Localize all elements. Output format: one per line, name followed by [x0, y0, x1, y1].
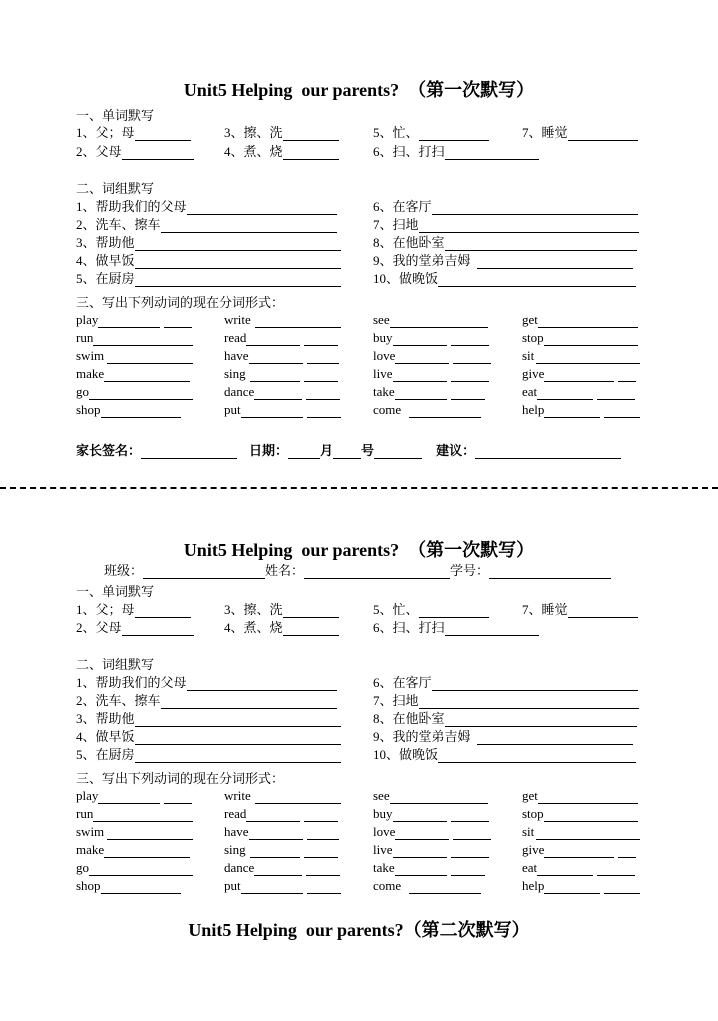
- answer-blank[interactable]: [306, 862, 340, 876]
- verb: have: [224, 824, 249, 839]
- answer-blank[interactable]: [89, 862, 193, 876]
- answer-blank[interactable]: [393, 368, 447, 382]
- answer-blank[interactable]: [135, 604, 191, 618]
- word-prompt: 7、睡觉: [522, 602, 568, 617]
- verb: give: [522, 366, 545, 381]
- answer-blank[interactable]: [536, 826, 640, 840]
- word-prompt: 1、父；母: [76, 125, 135, 140]
- answer-blank[interactable]: [254, 862, 302, 876]
- answer-blank[interactable]: [477, 255, 633, 269]
- answer-blank[interactable]: [537, 386, 593, 400]
- answer-blank[interactable]: [255, 790, 341, 804]
- answer-blank[interactable]: [618, 844, 636, 858]
- phrase-prompt: 10、做晚饭: [373, 747, 439, 762]
- phrase-prompt: 5、在厨房: [76, 271, 135, 286]
- verb: write: [224, 788, 251, 803]
- phrase-prompt: 3、帮助他: [76, 711, 135, 726]
- answer-blank[interactable]: [536, 350, 640, 364]
- answer-blank[interactable]: [395, 862, 447, 876]
- advice-blank[interactable]: [475, 445, 621, 459]
- verb: go: [76, 384, 89, 399]
- answer-blank[interactable]: [451, 386, 485, 400]
- answer-blank[interactable]: [187, 677, 337, 691]
- answer-blank[interactable]: [307, 404, 341, 418]
- s1-heading: 一、单词默写: [76, 584, 155, 599]
- verb: buy: [373, 806, 393, 821]
- verb: take: [373, 860, 395, 875]
- answer-blank[interactable]: [135, 273, 341, 287]
- verb: sing: [224, 842, 246, 857]
- verb: help: [522, 402, 545, 417]
- answer-blank[interactable]: [445, 622, 539, 636]
- phrase-prompt: 4、做早饭: [76, 253, 135, 268]
- answer-blank[interactable]: [135, 713, 341, 727]
- answer-blank[interactable]: [283, 622, 339, 636]
- verb: sit: [522, 348, 535, 363]
- answer-blank[interactable]: [390, 790, 488, 804]
- answer-blank[interactable]: [241, 404, 303, 418]
- s1-heading: 一、单词默写: [76, 108, 155, 123]
- verb: eat: [522, 860, 538, 875]
- verb: stop: [522, 806, 544, 821]
- name-label: 姓名：: [265, 563, 305, 578]
- name-blank[interactable]: [304, 565, 450, 579]
- sheet1-title: Unit5 Helping our parents? （第一次默写）: [183, 80, 535, 100]
- month-blank[interactable]: [288, 445, 320, 459]
- answer-blank[interactable]: [93, 332, 193, 346]
- answer-blank[interactable]: [255, 314, 341, 328]
- verb: get: [522, 312, 538, 327]
- verb: live: [373, 366, 393, 381]
- answer-blank[interactable]: [249, 826, 303, 840]
- phrase-prompt: 4、做早饭: [76, 729, 135, 744]
- answer-blank[interactable]: [307, 350, 339, 364]
- parent-sign-blank[interactable]: [141, 445, 237, 459]
- answer-blank[interactable]: [104, 368, 190, 382]
- verb: give: [522, 842, 545, 857]
- sheet2-title: Unit5 Helping our parents? （第一次默写）: [183, 540, 535, 560]
- answer-blank[interactable]: [451, 862, 485, 876]
- answer-blank[interactable]: [304, 368, 338, 382]
- verb: read: [224, 330, 247, 345]
- answer-blank[interactable]: [419, 604, 489, 618]
- phrase-prompt: 5、在厨房: [76, 747, 135, 762]
- answer-blank[interactable]: [395, 826, 449, 840]
- s3-heading: 三、写出下列动词的现在分词形式：: [76, 771, 285, 786]
- verb: run: [76, 330, 94, 345]
- answer-blank[interactable]: [246, 808, 300, 822]
- verb: swim: [76, 824, 105, 839]
- answer-blank[interactable]: [101, 880, 181, 894]
- answer-blank[interactable]: [597, 862, 635, 876]
- answer-blank[interactable]: [164, 790, 192, 804]
- answer-blank[interactable]: [445, 713, 637, 727]
- phrase-prompt: 8、在他卧室: [373, 711, 445, 726]
- phrase-prompt: 9、我的堂弟吉姆: [373, 729, 471, 744]
- word-prompt: 4、煮、烧: [224, 144, 283, 159]
- answer-blank[interactable]: [161, 219, 337, 233]
- verb: buy: [373, 330, 393, 345]
- answer-blank[interactable]: [283, 127, 339, 141]
- phrase-prompt: 10、做晚饭: [373, 271, 439, 286]
- month-label: 月: [320, 443, 334, 458]
- word-prompt: 2、父母: [76, 620, 122, 635]
- answer-blank[interactable]: [187, 201, 337, 215]
- verb: come: [373, 878, 402, 893]
- word-prompt: 7、睡觉: [522, 125, 568, 140]
- answer-blank[interactable]: [254, 386, 302, 400]
- answer-blank[interactable]: [98, 314, 160, 328]
- parent-sign-label: 家长签名：: [76, 443, 142, 458]
- s1-row-2: [0, 617, 718, 635]
- answer-blank[interactable]: [307, 826, 339, 840]
- day-blank[interactable]: [333, 445, 361, 459]
- answer-blank[interactable]: [451, 844, 489, 858]
- answer-blank[interactable]: [618, 368, 636, 382]
- phrase-prompt: 6、在客厅: [373, 675, 432, 690]
- word-prompt: 4、煮、烧: [224, 620, 283, 635]
- answer-blank[interactable]: [241, 880, 303, 894]
- answer-blank[interactable]: [419, 127, 489, 141]
- answer-blank[interactable]: [419, 695, 639, 709]
- answer-blank[interactable]: [250, 368, 300, 382]
- answer-blank[interactable]: [538, 314, 638, 328]
- answer-blank[interactable]: [393, 808, 447, 822]
- answer-blank[interactable]: [135, 255, 341, 269]
- answer-blank[interactable]: [438, 749, 636, 763]
- phrase-prompt: 9、我的堂弟吉姆: [373, 253, 471, 268]
- verb: write: [224, 312, 251, 327]
- verb: see: [373, 788, 390, 803]
- answer-blank[interactable]: [432, 201, 638, 215]
- verb: sit: [522, 824, 535, 839]
- verb: put: [224, 878, 241, 893]
- phrase-prompt: 7、扫地: [373, 693, 419, 708]
- answer-blank[interactable]: [393, 844, 447, 858]
- answer-blank[interactable]: [93, 808, 193, 822]
- phrase-prompt: 3、帮助他: [76, 235, 135, 250]
- answer-blank[interactable]: [135, 731, 341, 745]
- answer-blank[interactable]: [544, 880, 600, 894]
- verb: dance: [224, 860, 255, 875]
- answer-blank[interactable]: [419, 219, 639, 233]
- answer-blank[interactable]: [544, 368, 614, 382]
- answer-blank[interactable]: [409, 404, 481, 418]
- answer-blank[interactable]: [568, 127, 638, 141]
- answer-blank[interactable]: [393, 332, 447, 346]
- answer-blank[interactable]: [451, 808, 489, 822]
- verb: eat: [522, 384, 538, 399]
- answer-blank[interactable]: [107, 826, 193, 840]
- phrase-prompt: 6、在客厅: [373, 199, 432, 214]
- answer-blank[interactable]: [597, 386, 635, 400]
- word-prompt: 6、扫、打扫: [373, 620, 445, 635]
- answer-blank[interactable]: [304, 808, 338, 822]
- answer-blank[interactable]: [395, 350, 449, 364]
- answer-blank[interactable]: [537, 862, 593, 876]
- answer-blank[interactable]: [164, 314, 192, 328]
- verb: play: [76, 312, 99, 327]
- class-label: 班级：: [104, 563, 144, 578]
- answer-blank[interactable]: [306, 386, 340, 400]
- word-prompt: 3、擦、洗: [224, 125, 283, 140]
- s2-heading: 二、词组默写: [76, 181, 155, 196]
- cut-line: [0, 487, 718, 489]
- verb: have: [224, 348, 249, 363]
- phrase-prompt: 7、扫地: [373, 217, 419, 232]
- signature-line: [76, 440, 621, 459]
- verb: read: [224, 806, 247, 821]
- answer-blank[interactable]: [544, 404, 600, 418]
- phrase-prompt: 2、洗车、擦车: [76, 693, 161, 708]
- s1-row-1: [0, 122, 718, 140]
- word-prompt: 5、忙、: [373, 602, 419, 617]
- s3-heading: 三、写出下列动词的现在分词形式：: [76, 295, 285, 310]
- verb: love: [373, 348, 396, 363]
- verb: go: [76, 860, 89, 875]
- answer-blank[interactable]: [283, 146, 339, 160]
- verb: take: [373, 384, 395, 399]
- word-prompt: 1、父；母: [76, 602, 135, 617]
- word-prompt: 2、父母: [76, 144, 122, 159]
- answer-blank[interactable]: [122, 146, 194, 160]
- answer-blank[interactable]: [451, 368, 489, 382]
- answer-blank[interactable]: [604, 404, 640, 418]
- answer-blank[interactable]: [445, 237, 637, 251]
- answer-blank[interactable]: [438, 273, 636, 287]
- s1-row-2: [0, 141, 718, 159]
- answer-blank[interactable]: [250, 844, 300, 858]
- answer-blank[interactable]: [98, 790, 160, 804]
- answer-blank[interactable]: [453, 350, 491, 364]
- answer-blank[interactable]: [135, 127, 191, 141]
- s1-row-1: [0, 599, 718, 617]
- phrase-prompt: 1、帮助我们的父母: [76, 675, 187, 690]
- phrase-prompt: 2、洗车、擦车: [76, 217, 161, 232]
- number-blank[interactable]: [489, 565, 611, 579]
- answer-blank[interactable]: [161, 695, 337, 709]
- day-label: 号: [361, 443, 375, 458]
- answer-blank[interactable]: [451, 332, 489, 346]
- word-prompt: 6、扫、打扫: [373, 144, 445, 159]
- verb: help: [522, 878, 545, 893]
- verb: make: [76, 842, 105, 857]
- answer-blank[interactable]: [544, 844, 614, 858]
- answer-blank[interactable]: [604, 880, 640, 894]
- answer-blank[interactable]: [307, 880, 341, 894]
- phrase-prompt: 8、在他卧室: [373, 235, 445, 250]
- verb: come: [373, 402, 402, 417]
- verb: put: [224, 402, 241, 417]
- verb: see: [373, 312, 390, 327]
- answer-blank[interactable]: [432, 677, 638, 691]
- answer-blank[interactable]: [107, 350, 193, 364]
- answer-blank[interactable]: [101, 404, 181, 418]
- advice-label: 建议：: [436, 443, 476, 458]
- number-label: 学号：: [450, 563, 490, 578]
- verb: swim: [76, 348, 105, 363]
- answer-blank[interactable]: [246, 332, 300, 346]
- class-blank[interactable]: [143, 565, 265, 579]
- answer-blank[interactable]: [445, 146, 539, 160]
- sheet3-title: Unit5 Helping our parents?（第二次默写）: [188, 920, 530, 940]
- answer-blank[interactable]: [249, 350, 303, 364]
- answer-blank[interactable]: [122, 622, 194, 636]
- verb: shop: [76, 878, 101, 893]
- answer-blank[interactable]: [135, 749, 341, 763]
- verb: run: [76, 806, 94, 821]
- word-prompt: 5、忙、: [373, 125, 419, 140]
- day-extra-blank[interactable]: [374, 445, 422, 459]
- answer-blank[interactable]: [453, 826, 491, 840]
- answer-blank[interactable]: [395, 386, 447, 400]
- answer-blank[interactable]: [544, 332, 638, 346]
- verb: sing: [224, 366, 246, 381]
- s2-heading: 二、词组默写: [76, 657, 155, 672]
- answer-blank[interactable]: [304, 332, 338, 346]
- phrase-prompt: 1、帮助我们的父母: [76, 199, 187, 214]
- word-prompt: 3、擦、洗: [224, 602, 283, 617]
- answer-blank[interactable]: [409, 880, 481, 894]
- verb: shop: [76, 402, 101, 417]
- answer-blank[interactable]: [135, 237, 341, 251]
- verb: dance: [224, 384, 255, 399]
- verb: love: [373, 824, 396, 839]
- answer-blank[interactable]: [304, 844, 338, 858]
- verb: get: [522, 788, 538, 803]
- student-info-row: [0, 560, 718, 578]
- answer-blank[interactable]: [477, 731, 633, 745]
- verb: play: [76, 788, 99, 803]
- answer-blank[interactable]: [568, 604, 638, 618]
- answer-blank[interactable]: [283, 604, 339, 618]
- answer-blank[interactable]: [104, 844, 190, 858]
- answer-blank[interactable]: [544, 808, 638, 822]
- answer-blank[interactable]: [89, 386, 193, 400]
- verb: stop: [522, 330, 544, 345]
- answer-blank[interactable]: [390, 314, 488, 328]
- date-label: 日期：: [249, 443, 289, 458]
- verb: live: [373, 842, 393, 857]
- answer-blank[interactable]: [538, 790, 638, 804]
- verb: make: [76, 366, 105, 381]
